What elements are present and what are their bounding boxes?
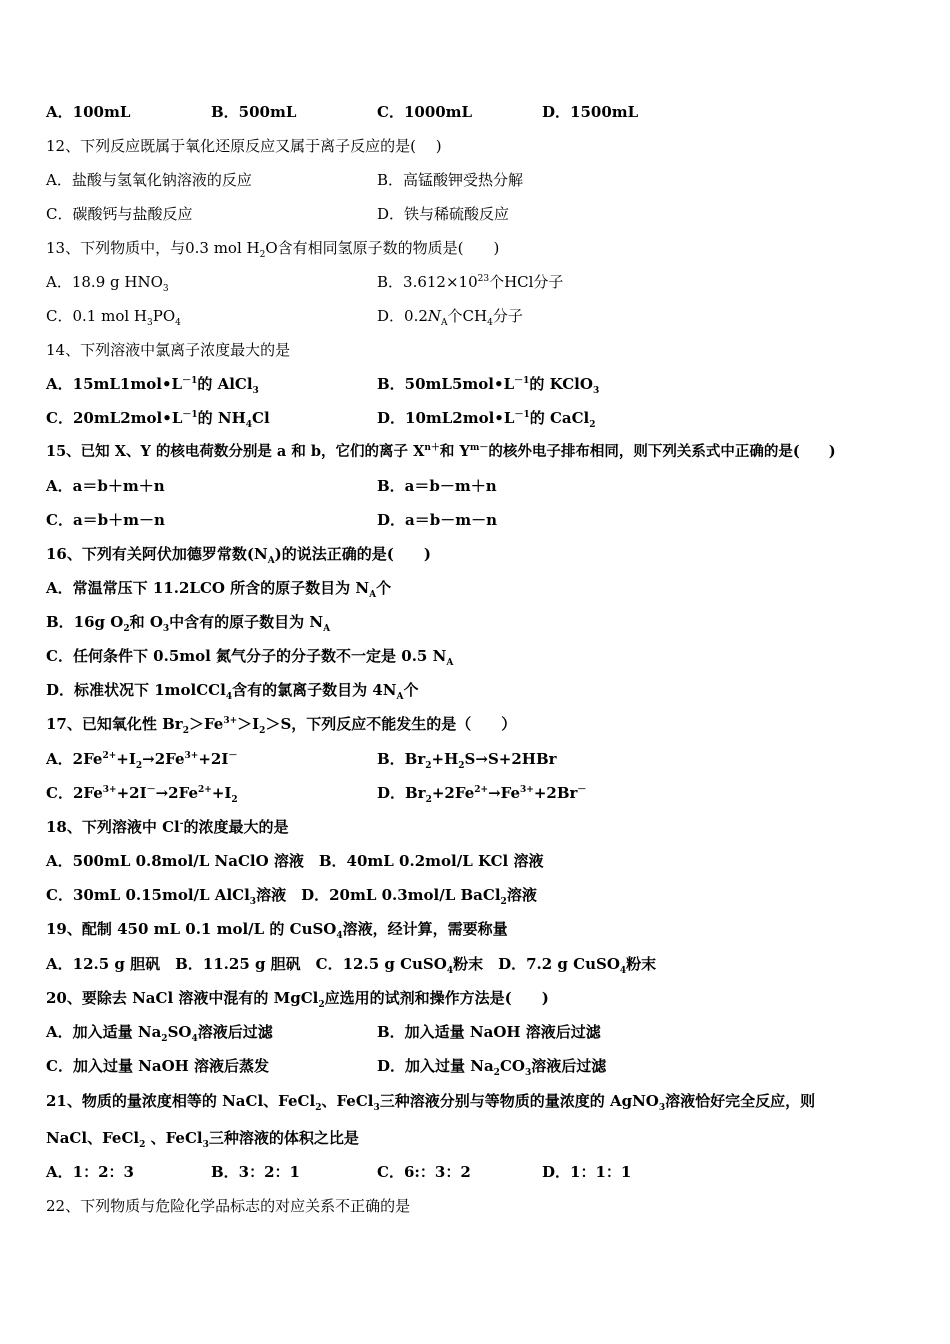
q14-option-b: B．$50mL5mol•L^{-1}$的 KClO$_3$ bbox=[377, 375, 600, 396]
q20-option-b: B．加入适量 NaOH 溶液后过滤 bbox=[377, 1023, 601, 1041]
q20-stem: 20、要除去 NaCl 溶液中混有的 MgCl$_2$应选用的试剂和操作方法是( ) bbox=[46, 989, 549, 1010]
q18-options-cd: C．30mL 0.15mol/L AlCl$_3$溶液 D．20mL 0.3mol/L BaCl$_2$溶液 bbox=[46, 886, 537, 907]
q18-stem: 18、下列溶液中 Cl-的浓度最大的是 bbox=[46, 818, 289, 836]
q20-option-c: C．加入过量 NaOH 溶液后蒸发 bbox=[46, 1057, 270, 1075]
q15-option-b: B．a＝b－m＋n bbox=[377, 477, 497, 495]
q17-option-a: A．$2Fe^{2+}+I_2\to 2Fe^{3+}+2I^-$ bbox=[46, 750, 238, 771]
q15-option-a: A．a＝b＋m＋n bbox=[46, 477, 165, 495]
q13-stem: 13、下列物质中，与0.3 mol $H_2O$含有相同氢原子数的物质是( ) bbox=[46, 239, 500, 260]
q21-option-a: A．1：2：3 bbox=[46, 1163, 134, 1181]
q13-option-c: C．0.1 mol $H_3PO_4$ bbox=[46, 307, 181, 328]
q15-option-d: D．a＝b－m－n bbox=[377, 511, 497, 529]
q11-option-c: C．1000mL bbox=[377, 103, 473, 121]
q16-option-a: A．常温常压下 11.2LCO 所含的原子数目为 $N_A$个 bbox=[46, 579, 392, 600]
q16-option-d: D．标准状况下 1molCCl$_4$含有的氯离子数目为 $4N_A$个 bbox=[46, 681, 419, 702]
q17-option-b: B．$Br_2+H_2S\to S+2HBr$ bbox=[377, 750, 557, 771]
q12-option-c: C．碳酸钙与盐酸反应 bbox=[46, 205, 193, 223]
q16-stem: 16、下列有关阿伏加德罗常数$(N_A)$的说法正确的是( ) bbox=[46, 545, 431, 566]
q11-option-a: A．100mL bbox=[46, 103, 131, 121]
q18-options-ab: A．500mL 0.8mol/L NaClO 溶液 B．40mL 0.2mol/L KCl 溶液 bbox=[46, 852, 544, 870]
q15-option-c: C．a＝b＋m－n bbox=[46, 511, 165, 529]
q17-option-d: D．$Br_2+2Fe^{2+}\to Fe^{3+}+2Br^-$ bbox=[377, 784, 587, 805]
q21-stem-line2: NaCl、FeCl$_2$ 、FeCl$_3$三种溶液的体积之比是 bbox=[46, 1129, 359, 1150]
q20-option-d: D．加入过量 $Na_2CO_3$溶液后过滤 bbox=[377, 1057, 607, 1078]
q11-option-d: D．1500mL bbox=[542, 103, 639, 121]
q13-option-b: B．$3.612\times 10^{23}$个HCl分子 bbox=[377, 273, 564, 291]
q14-option-a: A．$15mL1mol•L^{-1}$的 AlCl$_3$ bbox=[46, 375, 259, 396]
q14-option-c: C．$20mL2mol•L^{-1}$的 $NH_4Cl$ bbox=[46, 409, 270, 430]
q16-option-b: B．16g $O_2$和 $O_3$中含有的原子数目为 $N_A$ bbox=[46, 613, 331, 634]
q19-options: A．12.5 g 胆矾 B．11.25 g 胆矾 C．12.5 g CuSO$_4$粉末 D．7.2 g CuSO$_4$粉末 bbox=[46, 955, 657, 976]
q19-stem: 19、配制 450 mL 0.1 mol/L 的 CuSO$_4$溶液，经计算，需要称量 bbox=[46, 920, 508, 941]
q15-stem: 15、已知 X、Y 的核电荷数分别是 a 和 b，它们的离子 $X^{n+}$和 $Y^{m-}$的核外电子排布相同，则下列关系式中正确的是( ) bbox=[46, 443, 836, 460]
q12-option-a: A．盐酸与氢氧化钠溶液的反应 bbox=[46, 171, 252, 189]
q21-option-c: C．6:：3：2 bbox=[377, 1163, 471, 1181]
q12-stem: 12、下列反应既属于氧化还原反应又属于离子反应的是( ) bbox=[46, 137, 442, 155]
q17-stem: 17、已知氧化性 $Br_2>Fe^{3+}>I_2>S$，下列反应不能发生的是（ ） bbox=[46, 715, 517, 736]
q16-option-c: C．任何条件下 0.5mol 氮气分子的分子数不一定是 0.5 $N_A$ bbox=[46, 647, 454, 668]
q14-option-d: D．$10mL2mol•L^{-1}$的 CaCl$_2$ bbox=[377, 409, 596, 430]
q21-option-b: B．3：2：1 bbox=[211, 1163, 300, 1181]
q22-stem: 22、下列物质与危险化学品标志的对应关系不正确的是 bbox=[46, 1197, 411, 1215]
q20-option-a: A．加入适量 $Na_2SO_4$溶液后过滤 bbox=[46, 1023, 273, 1044]
q12-option-d: D．铁与稀硫酸反应 bbox=[377, 205, 510, 223]
q12-option-b: B．高锰酸钾受热分解 bbox=[377, 171, 524, 189]
q17-option-c: C．$2Fe^{3+}+2I^-\to 2Fe^{2+}+I_2$ bbox=[46, 784, 238, 805]
q11-option-b: B．500mL bbox=[211, 103, 297, 121]
q13-option-d: D．$0.2N_A$个$CH_4$分子 bbox=[377, 307, 523, 328]
q14-stem: 14、下列溶液中氯离子浓度最大的是 bbox=[46, 341, 291, 359]
q21-option-d: D．1：1：1 bbox=[542, 1163, 632, 1181]
q21-stem-line1: 21、物质的量浓度相等的 NaCl、FeCl$_2$、FeCl$_3$三种溶液分别与等物质的量浓度的 AgNO$_3$溶液恰好完全反应，则 bbox=[46, 1092, 816, 1113]
q13-option-a: A．18.9 g $HNO_3$ bbox=[46, 273, 169, 294]
